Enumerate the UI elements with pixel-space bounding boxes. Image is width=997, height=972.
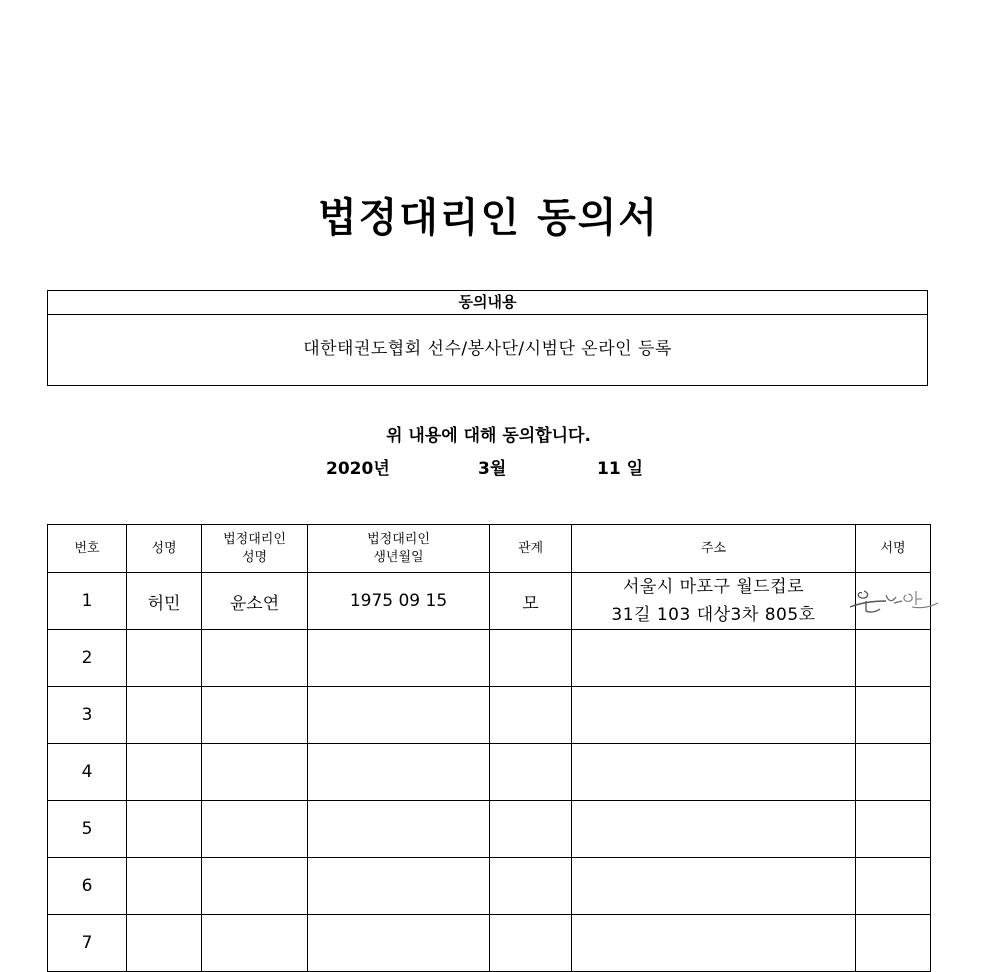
guardian-birthdate[interactable] xyxy=(308,858,490,915)
date-year: 2020년 xyxy=(326,459,390,479)
consent-content: 대한태권도협회 선수/봉사단/시범단 온라인 등록 xyxy=(303,339,672,359)
signature-cell[interactable] xyxy=(856,801,931,858)
signature-cell[interactable] xyxy=(856,630,931,687)
guardian-birthdate[interactable] xyxy=(308,687,490,744)
applicant-name[interactable] xyxy=(127,687,202,744)
applicant-name[interactable] xyxy=(127,915,202,972)
relation[interactable] xyxy=(490,744,572,801)
guardian-birthdate[interactable] xyxy=(308,630,490,687)
applicant-name[interactable] xyxy=(127,630,202,687)
relation[interactable] xyxy=(490,630,572,687)
address[interactable] xyxy=(572,630,856,687)
table-row xyxy=(48,801,931,858)
guardian-birthdate[interactable] xyxy=(308,801,490,858)
header-signature: 서명 xyxy=(856,525,931,573)
header-guardian-name: 법정대리인 성명 xyxy=(202,525,308,573)
row-number: 1 xyxy=(48,573,127,630)
applicant-name: 허민 xyxy=(127,573,202,630)
date-day: 11 일 xyxy=(597,459,643,479)
table-row xyxy=(48,858,931,915)
address[interactable] xyxy=(572,858,856,915)
table-row xyxy=(48,630,931,687)
guardian-birthdate: 1975 09 15 xyxy=(308,573,490,630)
agreement-statement: 위 내용에 대해 동의합니다. xyxy=(386,426,591,446)
relation[interactable] xyxy=(490,858,572,915)
handwritten-signature xyxy=(842,581,942,621)
address[interactable] xyxy=(572,801,856,858)
guardian-name[interactable] xyxy=(202,687,308,744)
row-number: 5 xyxy=(48,801,127,858)
consent-box xyxy=(47,290,928,386)
guardian-name[interactable] xyxy=(202,744,308,801)
address[interactable] xyxy=(572,915,856,972)
consent-header: 동의내용 xyxy=(48,291,927,315)
table-row xyxy=(48,687,931,744)
guardian-name[interactable] xyxy=(202,858,308,915)
address-line-2: 31길 103 대상3차 805호 xyxy=(611,605,816,625)
guardian-name[interactable] xyxy=(202,630,308,687)
relation[interactable] xyxy=(490,801,572,858)
row-number: 6 xyxy=(48,858,127,915)
signature-cell[interactable] xyxy=(856,744,931,801)
table-row xyxy=(48,915,931,972)
guardian-name: 윤소연 xyxy=(202,573,308,630)
header-relation: 관계 xyxy=(490,525,572,573)
address-line-1: 서울시 마포구 월드컵로 xyxy=(622,577,805,597)
signature-cell[interactable] xyxy=(856,858,931,915)
applicant-name[interactable] xyxy=(127,801,202,858)
guardian-table xyxy=(47,524,931,972)
guardian-name[interactable] xyxy=(202,915,308,972)
applicant-name[interactable] xyxy=(127,858,202,915)
row-number: 2 xyxy=(48,630,127,687)
header-guardian-birth: 법정대리인 생년월일 xyxy=(308,525,490,573)
applicant-name[interactable] xyxy=(127,744,202,801)
table-row xyxy=(48,573,931,630)
guardian-name[interactable] xyxy=(202,801,308,858)
signature-cell[interactable] xyxy=(856,687,931,744)
table-row xyxy=(48,744,931,801)
document-title: 법정대리인 동의서 xyxy=(317,195,660,241)
table-header-row xyxy=(48,525,931,573)
date-month: 3월 xyxy=(478,459,507,479)
relation[interactable] xyxy=(490,915,572,972)
header-name: 성명 xyxy=(127,525,202,573)
address[interactable] xyxy=(572,687,856,744)
guardian-birthdate[interactable] xyxy=(308,915,490,972)
address xyxy=(572,573,856,630)
signature-cell xyxy=(856,573,931,630)
relation[interactable] xyxy=(490,687,572,744)
address[interactable] xyxy=(572,744,856,801)
guardian-birthdate[interactable] xyxy=(308,744,490,801)
header-address: 주소 xyxy=(572,525,856,573)
row-number: 3 xyxy=(48,687,127,744)
row-number: 7 xyxy=(48,915,127,972)
header-number: 번호 xyxy=(48,525,127,573)
relation: 모 xyxy=(490,573,572,630)
signature-cell[interactable] xyxy=(856,915,931,972)
row-number: 4 xyxy=(48,744,127,801)
